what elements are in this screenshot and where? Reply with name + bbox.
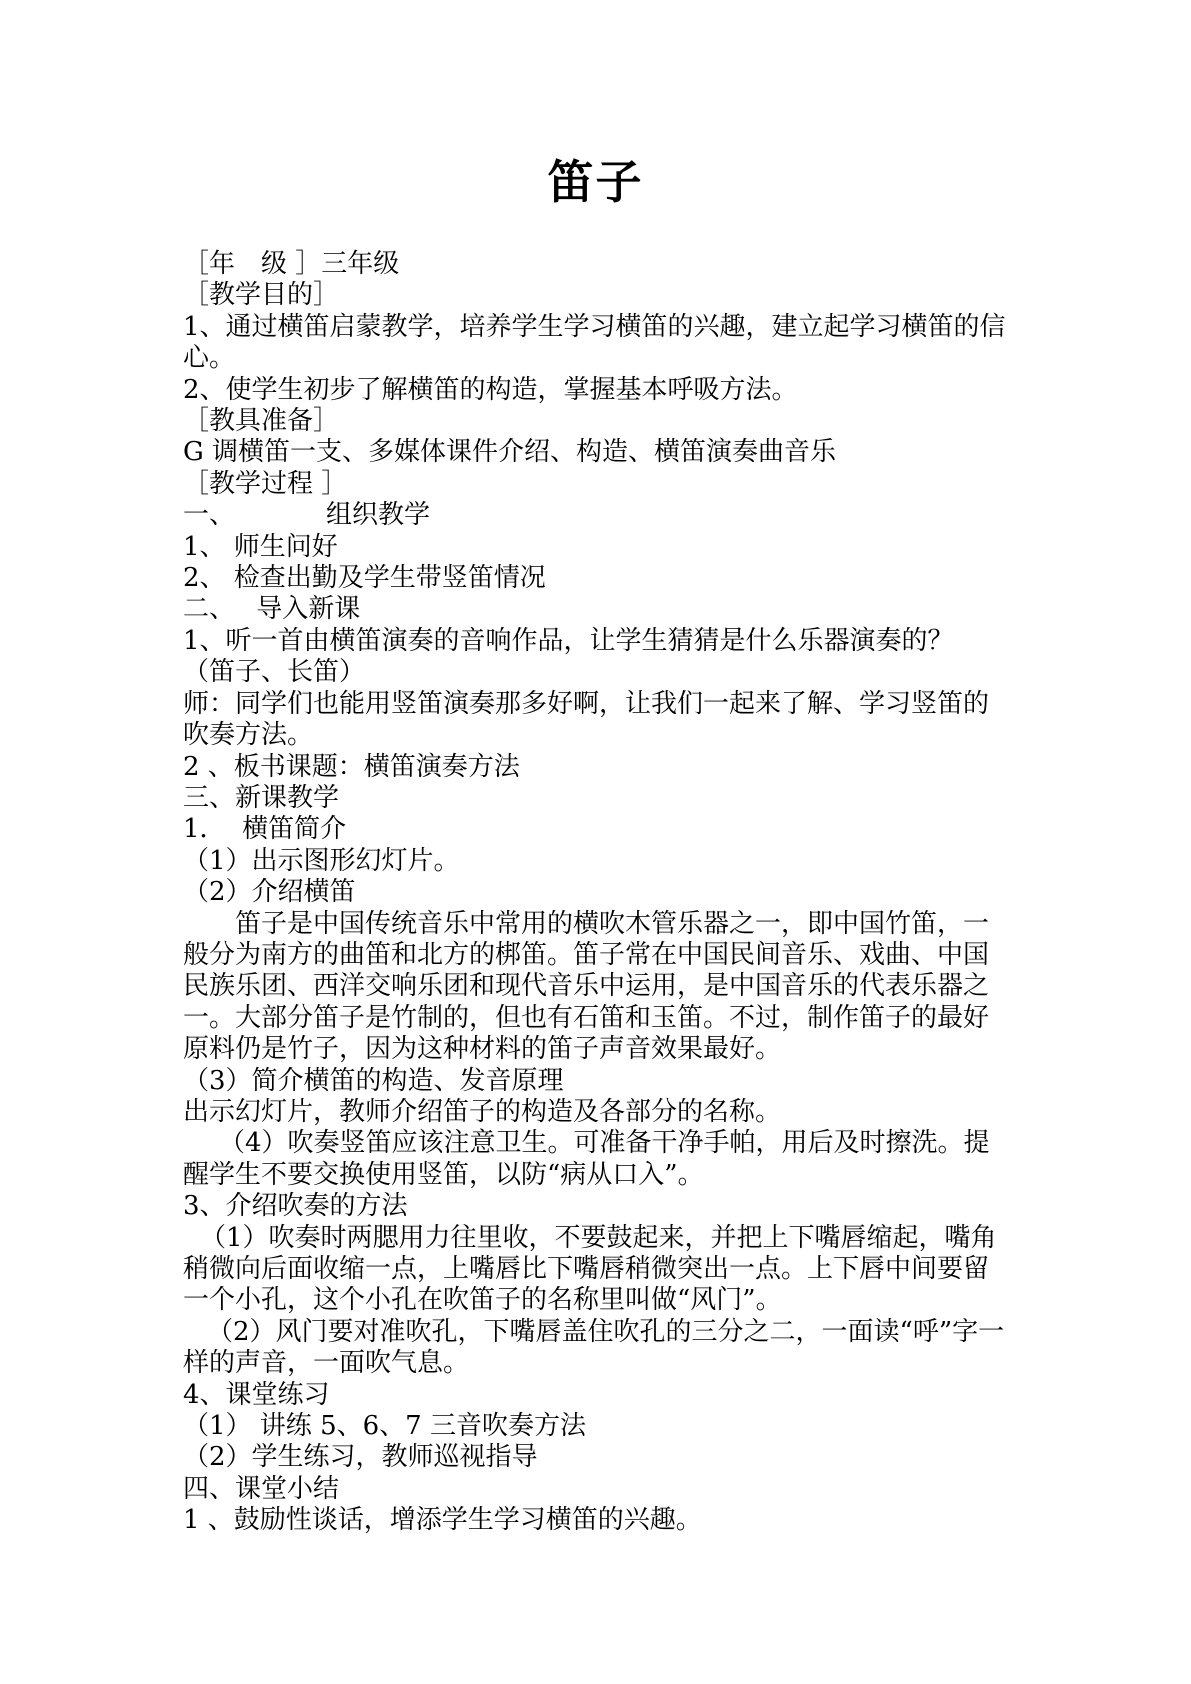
process-subitem: （2）学生练习，教师巡视指导 xyxy=(183,1442,538,1473)
process-item: 2、 检查出勤及学生带竖笛情况 xyxy=(183,563,546,594)
process-item: 1、 师生问好 xyxy=(183,531,338,562)
process-item: 4、课堂练习 xyxy=(183,1379,330,1410)
process-item: 3、介绍吹奏的方法 xyxy=(183,1191,408,1222)
process-item: 师：同学们也能用竖笛演奏那多好啊，让我们一起来了解、学习竖笛的吹奏方法。 xyxy=(183,688,990,751)
process-item: （笛子、长笛） xyxy=(183,657,366,688)
process-step-heading: 三、新课教学 xyxy=(183,782,340,813)
page-title: 笛子 xyxy=(547,155,644,209)
paragraph-flute-intro: 笛子是中国传统音乐中常用的横吹木管乐器之一，即中国竹笛，一般分为南方的曲笛和北方的梆笛。笛子常在中国民间音乐、戏曲、中国民族乐团、西洋交响乐团和现代音乐中运用，是中国音乐的代表乐器之一。大部分笛子是竹制的，但也有石笛和玉笛。不过，制作笛子的最好原料仍是竹子，因为这种材料的笛子声音效果最好。 xyxy=(183,908,990,1065)
section-heading-process: ［教学过程 ］ xyxy=(183,468,348,499)
section-heading-materials: ［教具准备］ xyxy=(183,406,340,437)
process-step-heading: 二、 导入新课 xyxy=(183,594,361,625)
process-item: 1 、鼓励性谈话，增添学生学习横笛的兴趣。 xyxy=(183,1505,702,1536)
document-body xyxy=(183,249,1013,1537)
process-subitem: （2）风门要对准吹孔，下嘴唇盖住吹孔的三分之二，一面读“呼”字一样的声音，一面吹气息。 xyxy=(183,1316,1005,1379)
process-subitem: （1）吹奏时两腮用力往里收，不要鼓起来，并把上下嘴唇缩起，嘴角稍微向后面收缩一点，上嘴唇比下嘴唇稍微突出一点。上下唇中间要留一个小孔，这个小孔在吹笛子的名称里叫做“风门”。 xyxy=(183,1222,997,1316)
process-subitem: （1）出示图形幻灯片。 xyxy=(183,845,460,876)
process-subitem: （3）简介横笛的构造、发音原理 xyxy=(183,1065,564,1096)
process-item: 2 、板书课题：横笛演奏方法 xyxy=(183,751,520,782)
section-heading-objectives: ［教学目的］ xyxy=(183,280,340,311)
materials-text: G 调横笛一支、多媒体课件介绍、构造、横笛演奏曲音乐 xyxy=(183,437,837,468)
process-item: 1． 横笛简介 xyxy=(183,814,347,845)
grade-line: ［年 级 ］三年级 xyxy=(183,249,400,279)
process-step-heading: 四、课堂小结 xyxy=(183,1473,340,1504)
process-text: 出示幻灯片，教师介绍笛子的构造及各部分的名称。 xyxy=(183,1096,782,1127)
process-step-heading: 一、 组织教学 xyxy=(183,500,431,531)
objective-item: 2、使学生初步了解横笛的构造，掌握基本呼吸方法。 xyxy=(183,374,798,405)
process-item: 1、听一首由横笛演奏的音响作品，让学生猜猜是什么乐器演奏的？ xyxy=(183,625,954,656)
process-subitem: （2）介绍横笛 xyxy=(183,877,356,908)
process-subitem: （1） 讲练 5、6、7 三音吹奏方法 xyxy=(183,1411,586,1442)
process-subitem: （4）吹奏竖笛应该注意卫生。可准备干净手帕，用后及时擦洗。提醒学生不要交换使用竖笛，以防“病从口入”。 xyxy=(183,1128,990,1190)
objective-item: 1、通过横笛启蒙教学，培养学生学习横笛的兴趣，建立起学习横笛的信心。 xyxy=(183,311,1006,374)
